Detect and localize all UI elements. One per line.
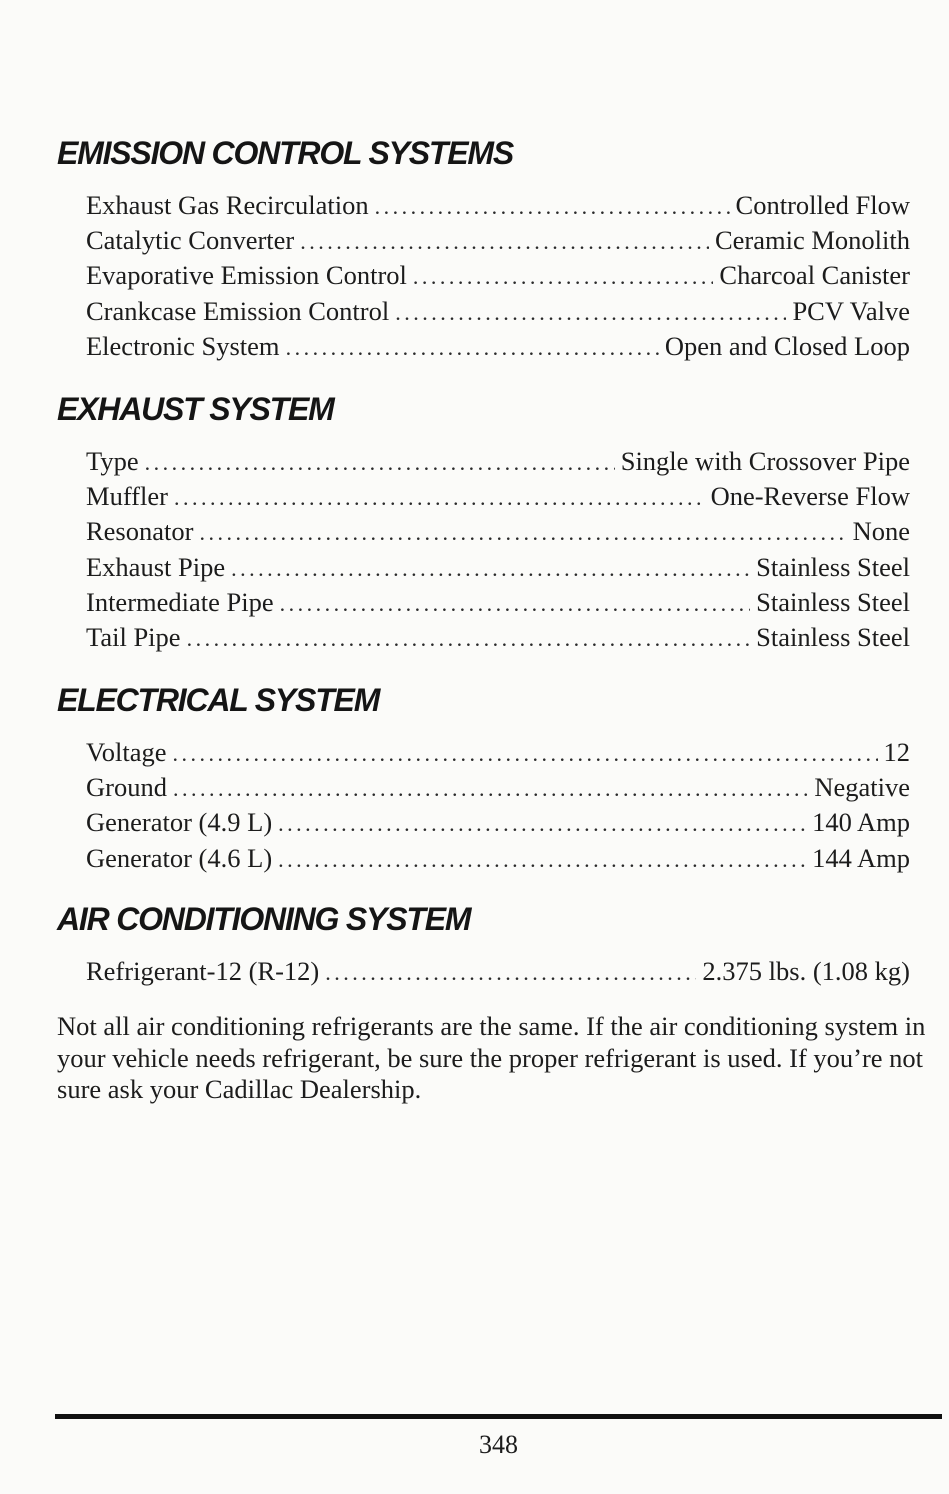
spec-label: Generator (4.9 L) <box>86 807 273 838</box>
spec-value: One-Reverse Flow <box>710 481 910 512</box>
dot-leader <box>187 621 751 656</box>
dot-leader <box>413 259 714 294</box>
spec-row <box>86 479 910 514</box>
spec-label: Catalytic Converter <box>86 225 295 256</box>
spec-value: Single with Crossover Pipe <box>620 445 910 476</box>
spec-row <box>86 550 910 585</box>
spec-row <box>86 294 910 329</box>
dot-leader <box>145 445 615 480</box>
spec-label: Crankcase Emission Control <box>86 295 390 326</box>
spec-label: Intermediate Pipe <box>86 586 274 617</box>
spec-row <box>86 188 910 223</box>
spec-row <box>86 841 910 876</box>
dot-leader <box>231 551 750 586</box>
dot-leader <box>278 806 806 841</box>
refrigerant-note: Not all air conditioning refrigerants are the same. If the air conditioning system in your vehicle needs refrigerant, be sure the proper refrigerant is used. If you’re not sure ask your Cadillac Dealership. <box>57 1011 926 1104</box>
spec-row <box>86 770 910 805</box>
spec-label: Exhaust Pipe <box>86 551 226 582</box>
spec-row <box>86 585 910 620</box>
dot-leader <box>199 515 846 550</box>
dot-leader <box>375 189 730 224</box>
dot-leader <box>174 480 705 515</box>
spec-value: Charcoal Canister <box>719 260 910 291</box>
spec-label: Tail Pipe <box>86 621 181 652</box>
spec-value: Stainless Steel <box>756 621 910 652</box>
section-title: EMISSION CONTROL SYSTEMS <box>57 135 513 171</box>
spec-row <box>86 223 910 258</box>
spec-value: Open and Closed Loop <box>664 330 910 361</box>
spec-label: Type <box>86 445 139 476</box>
spec-row <box>86 329 910 364</box>
spec-label: Refrigerant-12 (R-12) <box>86 955 320 986</box>
dot-leader <box>286 330 659 365</box>
footer-rule <box>55 1414 942 1419</box>
spec-label: Evaporative Emission Control <box>86 260 407 291</box>
spec-label: Muffler <box>86 481 168 512</box>
spec-row <box>86 735 910 770</box>
spec-label: Voltage <box>86 737 167 768</box>
spec-value: Controlled Flow <box>735 190 910 220</box>
spec-row <box>86 514 910 549</box>
spec-value: Ceramic Monolith <box>714 225 910 256</box>
section-air-conditioning-system <box>57 900 910 989</box>
section-title: AIR CONDITIONING SYSTEM <box>57 900 471 937</box>
spec-value: 12 <box>883 737 910 768</box>
spec-value: Stainless Steel <box>756 551 910 582</box>
dot-leader <box>395 295 786 330</box>
section-electrical-system <box>57 681 910 876</box>
spec-list <box>57 735 910 876</box>
section-title: EXHAUST SYSTEM <box>57 390 334 427</box>
spec-label: Generator (4.6 L) <box>86 842 273 873</box>
spec-row <box>86 805 910 840</box>
spec-label: Electronic System <box>86 330 280 361</box>
spec-label: Exhaust Gas Recirculation <box>86 190 369 220</box>
spec-list <box>57 444 910 655</box>
spec-value: Stainless Steel <box>756 586 910 617</box>
dot-leader <box>172 736 877 771</box>
section-exhaust-system <box>57 390 910 655</box>
section-emission-control-systems <box>57 134 910 364</box>
spec-value: 144 Amp <box>812 842 910 873</box>
spec-list <box>57 954 910 989</box>
spec-list <box>57 188 910 364</box>
dot-leader <box>325 955 696 990</box>
dot-leader <box>173 771 808 806</box>
spec-value: 140 Amp <box>812 807 910 838</box>
spec-value: 2.375 lbs. (1.08 kg) <box>702 955 910 986</box>
spec-content <box>57 134 926 1132</box>
spec-label: Resonator <box>86 516 194 547</box>
spec-value: None <box>852 516 910 547</box>
spec-value: PCV Valve <box>792 295 910 326</box>
spec-row <box>86 954 910 989</box>
section-title: ELECTRICAL SYSTEM <box>57 682 380 719</box>
page-number: 348 <box>479 1430 518 1459</box>
spec-row <box>86 620 910 655</box>
dot-leader <box>278 842 806 877</box>
spec-row <box>86 258 910 293</box>
spec-value: Negative <box>814 772 910 803</box>
dot-leader <box>300 224 709 259</box>
spec-row <box>86 444 910 479</box>
spec-label: Ground <box>86 772 167 803</box>
dot-leader <box>280 586 751 621</box>
